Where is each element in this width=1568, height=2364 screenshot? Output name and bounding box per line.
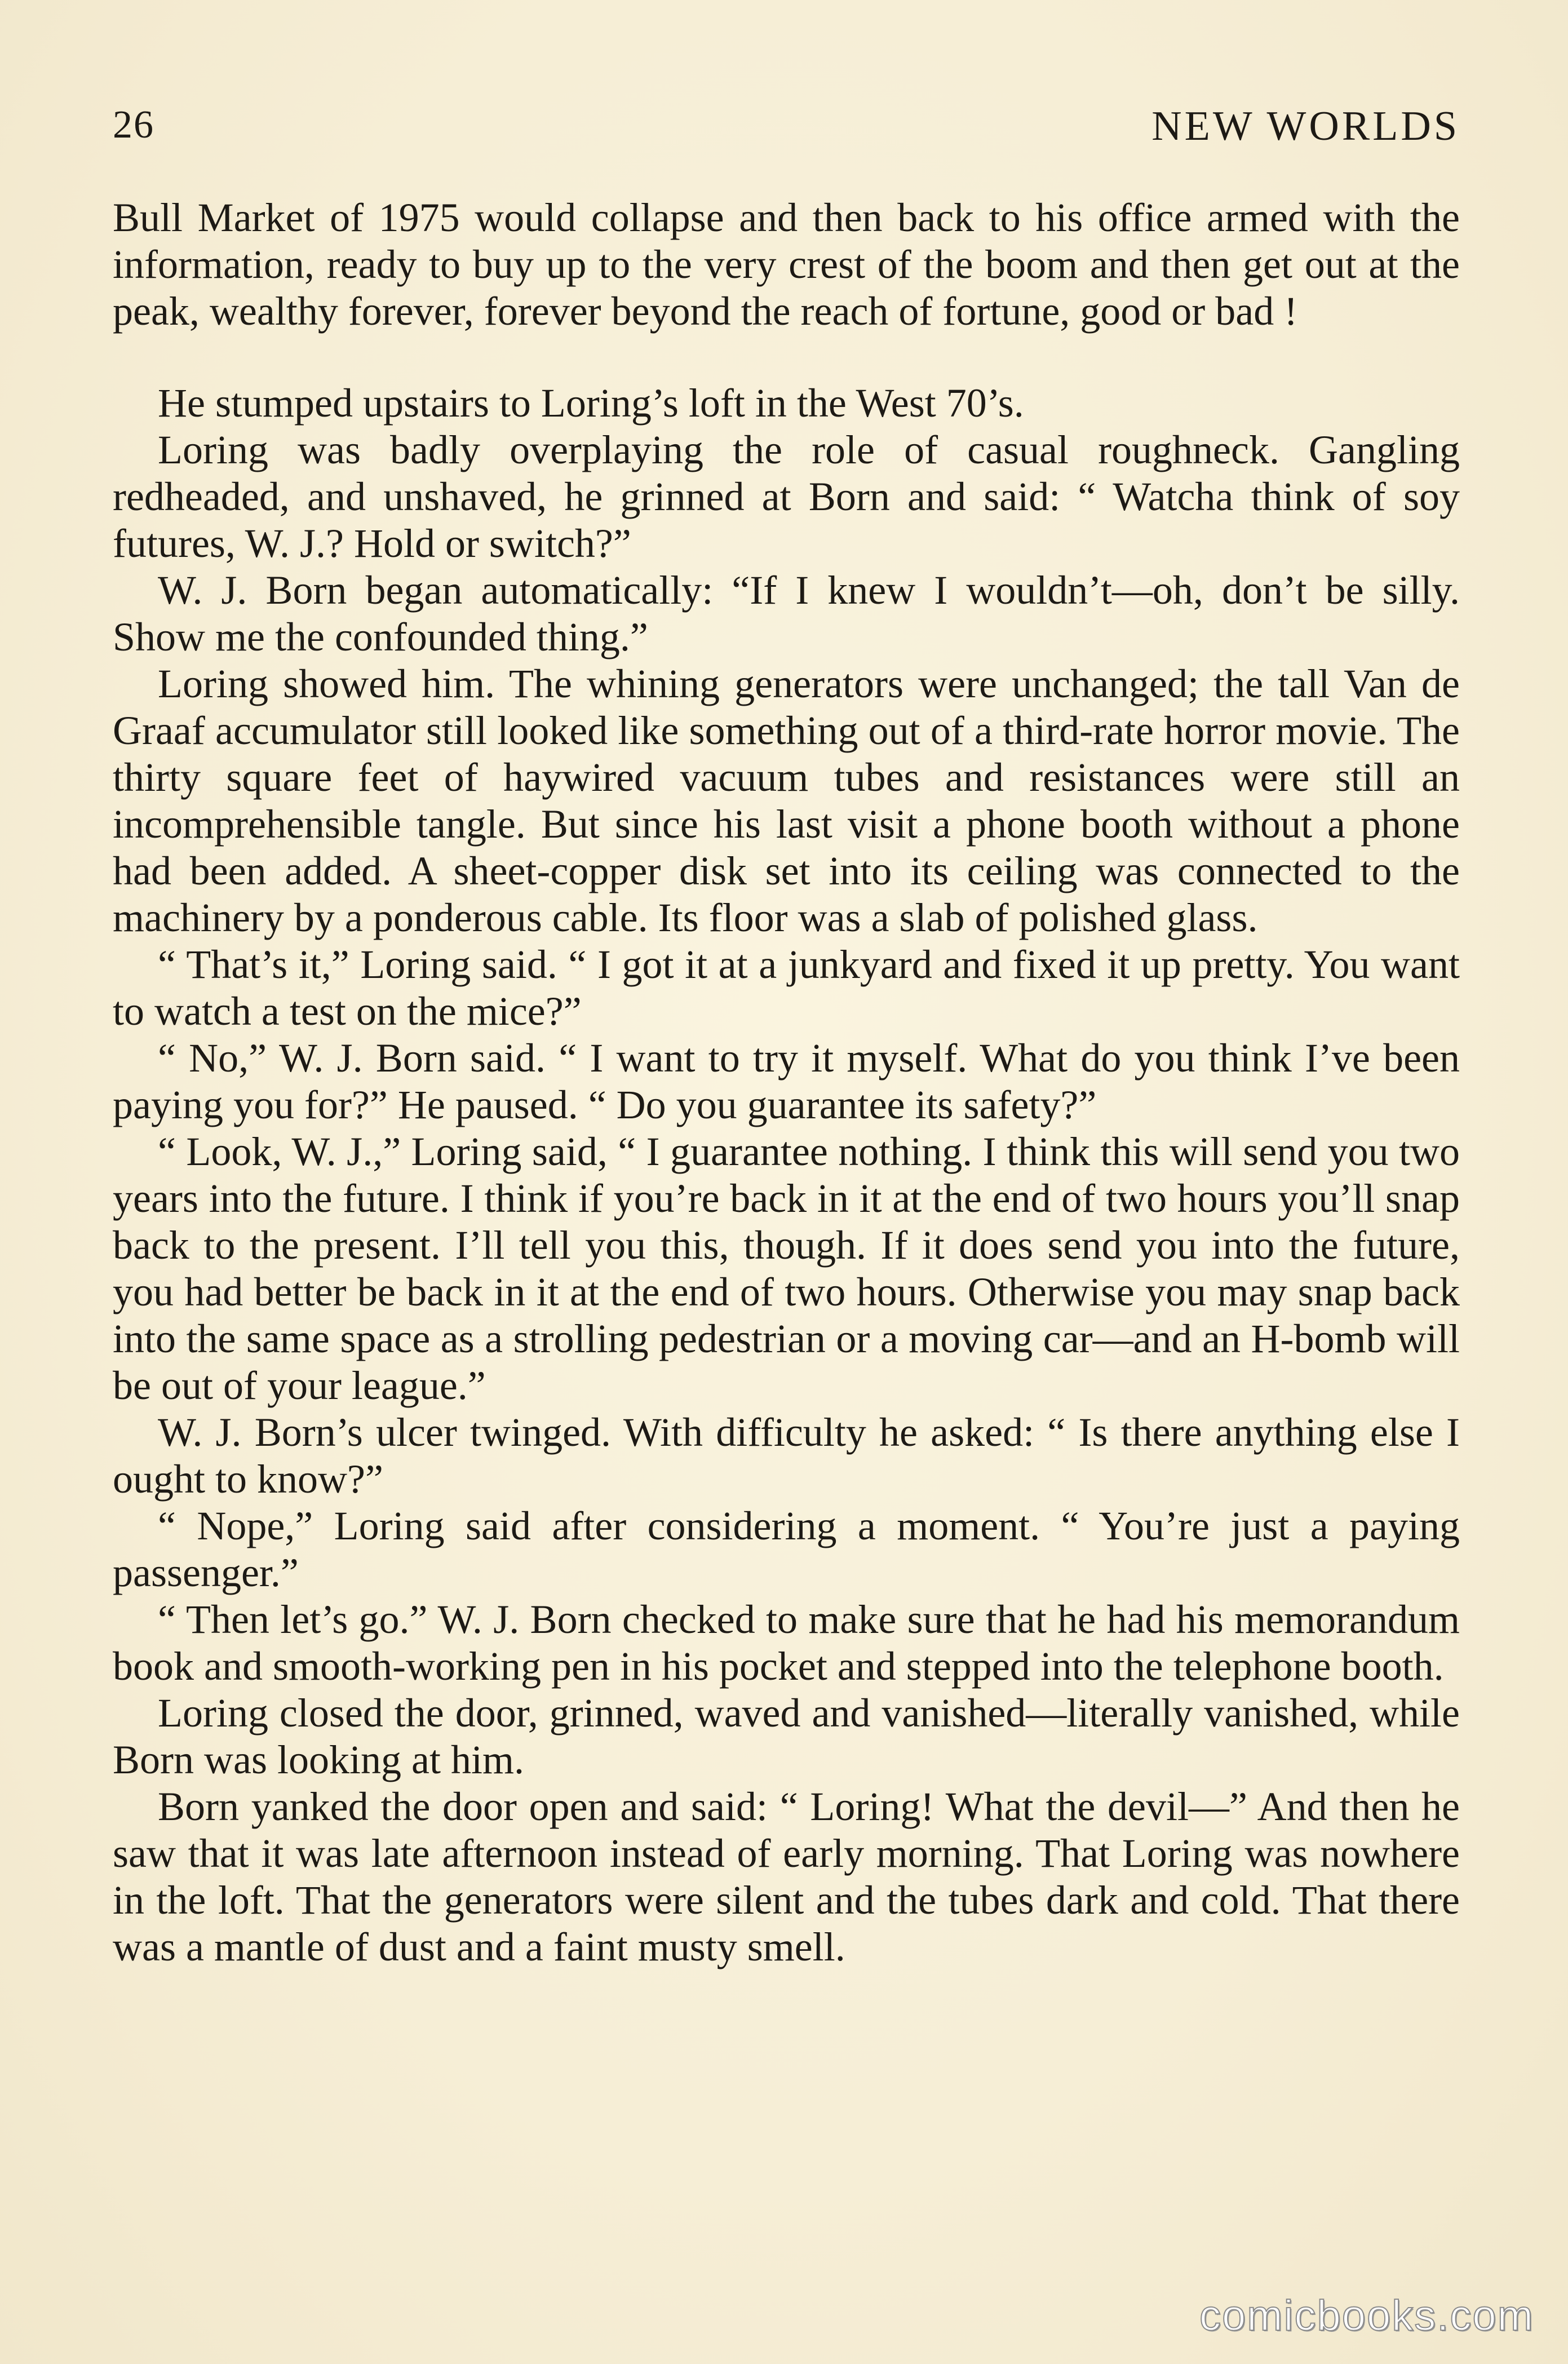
paragraph: “ That’s it,” Loring said. “ I got it at a junkyard and fixed it up pretty. You want to watch a test on the mice?”: [113, 942, 1460, 1034]
paragraph: Loring showed him. The whining generators were unchanged; the tall Van de Graaf accumulator still looked like something out of a third-rate horror movie. The thirty square feet of haywired vacuum tubes and resistances were still an incomprehensible tangle. But since his last visit a phone booth without a phone had been added. A sheet-copper disk set into its ceiling was connected to the machinery by a ponderous cable. Its floor was a slab of polished glass.: [113, 661, 1460, 940]
watermark: comicbooks.com: [1199, 2292, 1534, 2340]
paragraph: W. J. Born began automatically: “If I knew I wouldn’t—oh, don’t be silly. Show me the confounded thing.”: [113, 568, 1460, 659]
paragraph: He stumped upstairs to Loring’s loft in the West 70’s.: [158, 380, 1024, 426]
paragraph: “ Then let’s go.” W. J. Born checked to make sure that he had his memorandum book and smooth-working pen in his pocket and stepped into the telephone booth.: [113, 1597, 1460, 1689]
paragraph: W. J. Born’s ulcer twinged. With difficulty he asked: “ Is there anything else I ought to know?”: [113, 1410, 1460, 1502]
paragraph: Loring closed the door, grinned, waved and vanished—literally vanished, while Born was looking at him.: [113, 1690, 1460, 1782]
paragraph: Born yanked the door open and said: “ Loring! What the devil—” And then he saw that it was late afternoon instead of early morning. That Loring was nowhere in the loft. That the generators were silent and the tubes dark and cold. That there was a mantle of dust and a faint musty smell.: [113, 1784, 1460, 1969]
page-header: [113, 96, 1460, 152]
page-number: 26: [113, 103, 154, 147]
running-head: NEW WORLDS: [1151, 103, 1460, 149]
paragraph: Bull Market of 1975 would collapse and then back to his office armed with the information, ready to buy up to the very crest of the boom and then get out at the peak, wealthy forever, forever beyond the reach of fortune, good or bad !: [113, 195, 1460, 334]
paragraph: “ No,” W. J. Born said. “ I want to try it myself. What do you think I’ve been paying you for?” He paused. “ Do you guarantee its safety?”: [113, 1035, 1460, 1127]
paragraph: “ Look, W. J.,” Loring said, “ I guarantee nothing. I think this will send you two years into the future. I think if you’re back in it at the end of two hours you’ll snap back to the present. I’ll tell you this, though. If it does send you into the future, you had better be back in it at the end of two hours. Otherwise you may snap back into the same space as a strolling pedestrian or a moving car—and an H-bomb will be out of your league.”: [113, 1129, 1460, 1408]
body-text: [113, 194, 1460, 1971]
paragraph: “ Nope,” Loring said after considering a moment. “ You’re just a paying passenger.”: [113, 1503, 1460, 1595]
paragraph: Loring was badly overplaying the role of casual roughneck. Gangling redheaded, and unshaved, he grinned at Born and said: “ Watcha think of soy futures, W. J.? Hold or switch?”: [113, 427, 1460, 566]
